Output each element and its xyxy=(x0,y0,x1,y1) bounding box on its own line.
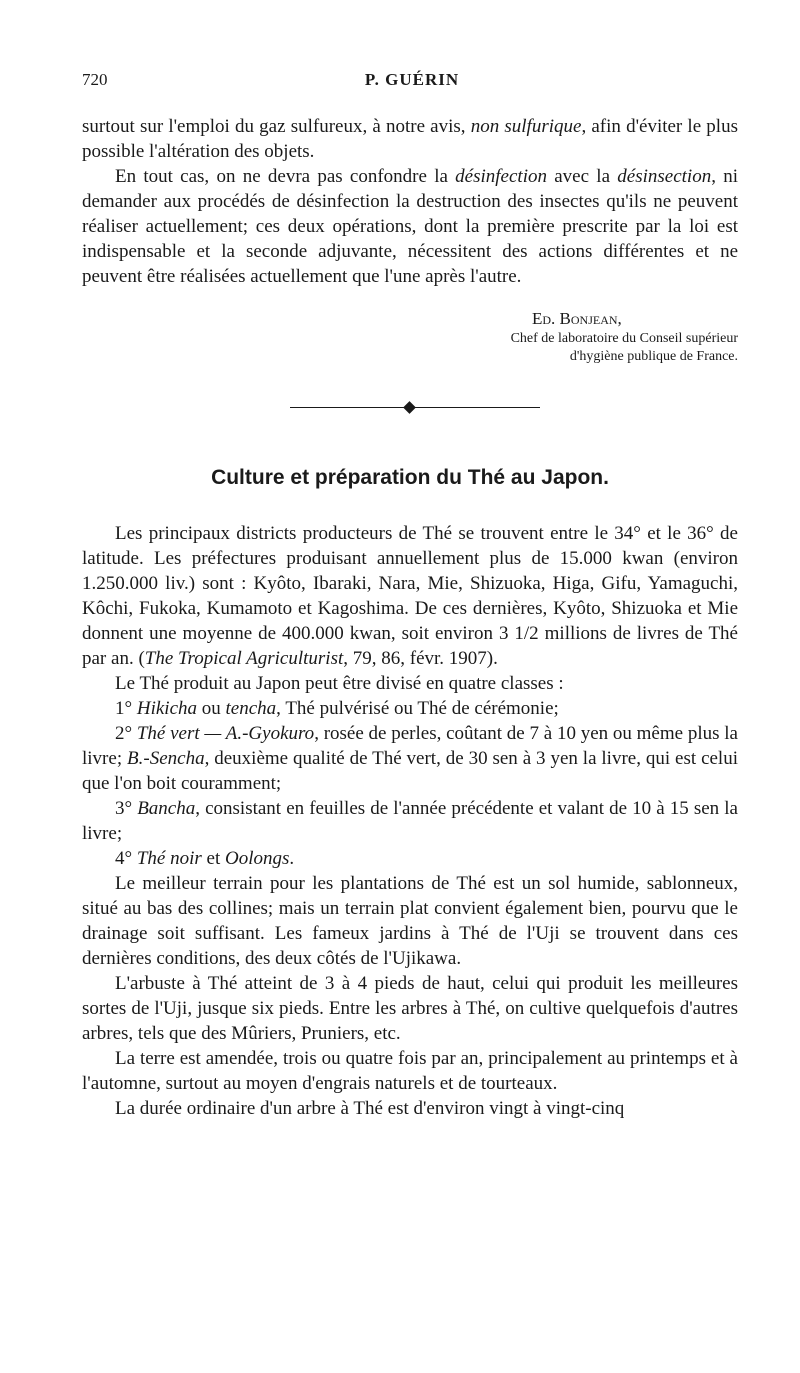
page-number: 720 xyxy=(82,70,108,89)
article-title: Culture et préparation du Thé au Japon. xyxy=(211,466,609,489)
author-signature: Ed. Bonjean, xyxy=(532,309,622,328)
paragraph: surtout sur l'emploi du gaz sulfureux, à notre avis, non sulfurique, afin d'éviter le plus possible l'altération des objets. xyxy=(82,116,738,162)
section-separator xyxy=(290,403,540,413)
running-head: P. GUÉRIN xyxy=(364,70,460,89)
author-affiliation: Chef de laboratoire du Conseil supérieur d'hygiène publique de France. xyxy=(510,331,738,364)
paragraph: La durée ordinaire d'un arbre à Thé est d'environ vingt à vingt-cinq xyxy=(115,1098,625,1119)
list-item: 1° Hikicha ou tencha, Thé pulvérisé ou Thé de cérémonie; xyxy=(115,698,559,719)
page-header xyxy=(82,70,742,100)
paragraph: La terre est amendée, trois ou quatre fois par an, principalement au printemps et à l'automne, surtout au moyen d'engrais naturels et de tourteaux. xyxy=(82,1048,738,1094)
list-item: 3° Bancha, consistant en feuilles de l'année précédente et valant de 10 à 15 sen la livre; xyxy=(82,798,738,844)
paragraph: En tout cas, on ne devra pas confondre la désinfection avec la désinsection, ni demander aux procédés de désinfection la destruction des insectes qu'ils ne peuvent réaliser actuellement; ces deux opérations, dont la première prescrite par la loi est indispensable et la seconde adjuvante, nécessitent des actions différentes et ne peuvent être réalisées actuellement que l'une après l'autre. xyxy=(82,166,738,287)
paragraph: L'arbuste à Thé atteint de 3 à 4 pieds de haut, celui qui produit les meilleures sortes de l'Uji, jusque six pieds. Entre les arbres à Thé, on cultive quelquefois d'autres arbres, tels que des Mûriers, Pruniers, etc. xyxy=(82,973,738,1044)
list-item: 2° Thé vert — A.-Gyokuro, rosée de perles, coûtant de 7 à 10 yen ou même plus la livre; B.-Sencha, deuxième qualité de Thé vert, de 30 sen à 3 yen la livre, qui est celui que l'on boit couramment; xyxy=(82,723,738,794)
paragraph: Le meilleur terrain pour les plantations de Thé est un sol humide, sablonneux, situé au bas des collines; mais un terrain plat convient également bien, pourvu que le drainage soit suffisant. Les fameux jardins à Thé de l'Uji se trouvent dans ces dernières conditions, des deux côtés de l'Ujikawa. xyxy=(82,873,738,969)
list-item: 4° Thé noir et Oolongs. xyxy=(115,848,295,869)
diamond-ornament-icon xyxy=(403,401,416,414)
paragraph: Le Thé produit au Japon peut être divisé en quatre classes : xyxy=(115,673,564,694)
article-body xyxy=(82,521,738,1121)
previous-article-ending xyxy=(82,114,738,289)
paragraph: Les principaux districts producteurs de Thé se trouvent entre le 34° et le 36° de latitude. Les préfectures produisant annuellement plus de 15.000 kwan (environ 1.250.000 liv.) sont : Kyôto, Ibaraki, Nara, Mie, Shizuoka, Higa, Gifu, Yamaguchi, Kôchi, Fukoka, Kumamoto et Kagoshima. De ces dernières, Kyôto, Shizuoka et Mie donnent une moyenne de 400.000 kwan, soit environ 3 1/2 millions de livres de Thé par an. (The Tropical Agriculturist, 79, 86, févr. 1907). xyxy=(82,523,738,669)
